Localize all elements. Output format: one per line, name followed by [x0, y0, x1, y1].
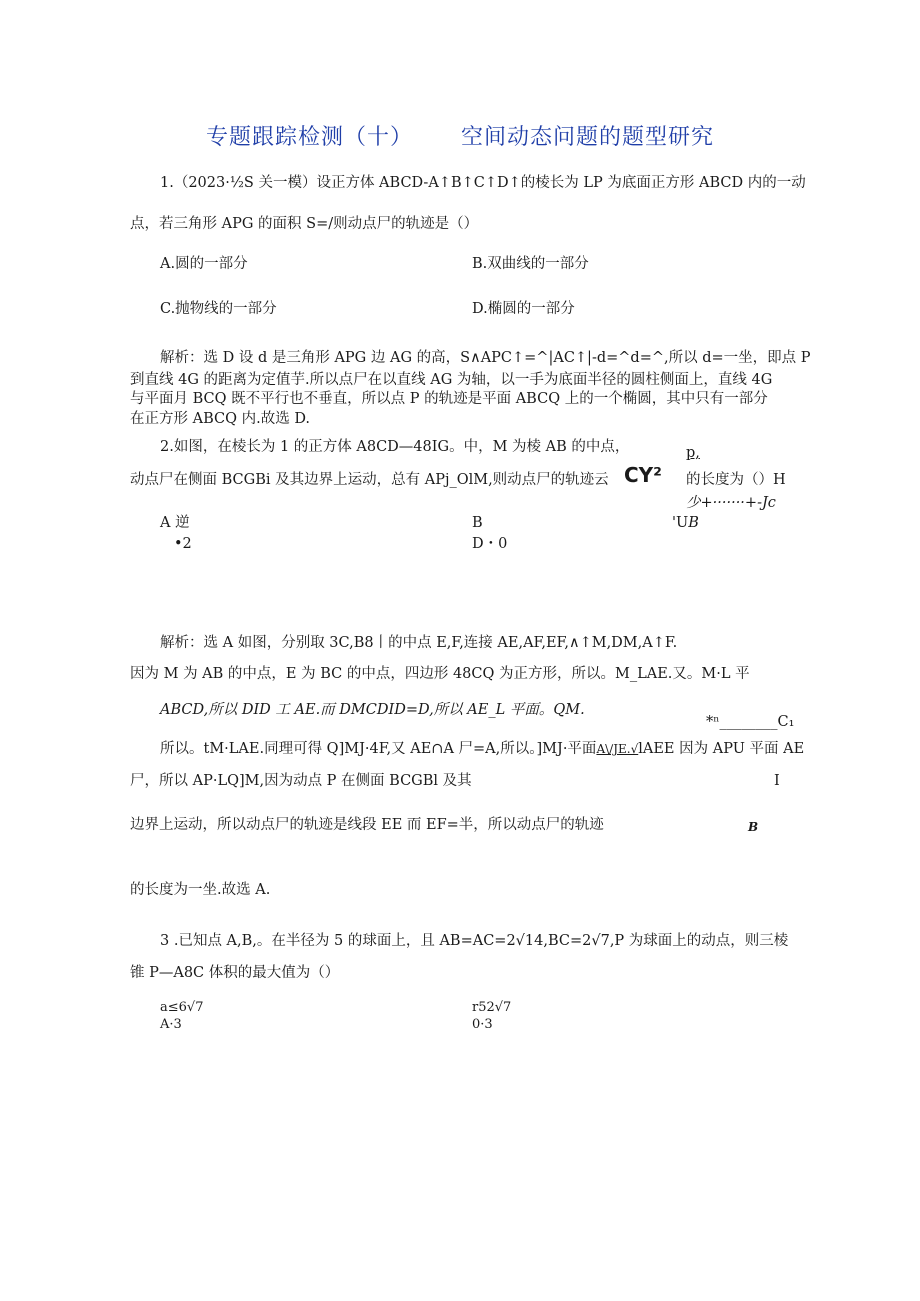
q2-option-ub-letter: B — [688, 515, 699, 531]
q2-figure-label-i: I — [774, 773, 780, 789]
q2-figure-label-c1: *ⁿ________C₁ — [706, 714, 795, 730]
q3-option-b-bottom: 0·3 — [472, 1017, 493, 1032]
q1-line1: 1.（2023·½S 关一模）设正方体 ABCD-A↑B↑C↑D↑的棱长为 LP 为底面正方形 ABCD 内的一动 — [160, 175, 806, 191]
title-right: 空间动态问题的题型研究 — [461, 125, 715, 150]
q2-figure-label-p: p, — [686, 445, 700, 461]
q2-solution-line5: 尸，所以 AP·LQ]M,因为动点 P 在侧面 BCGBl 及其 — [130, 773, 472, 789]
q2-figure-bottom: 少+·······+-Jc — [686, 495, 776, 511]
q2-solution-line1: 解析：选 A 如图，分别取 3C,B8丨的中点 E,F,连接 AE,AF,EF,∧↑M,DM,A↑F. — [160, 635, 678, 651]
q3-option-a-top: a≤6√7 — [160, 1000, 204, 1015]
q2-line1: 2.如图，在棱长为 1 的正方体 A8CD—48IG。中，M 为棱 AB 的中点， — [160, 439, 630, 455]
q2-solution-line2: 因为 M 为 AB 的中点，E 为 BC 的中点，四边形 48CQ 为正方形，所以。M_LAE.又。M·L 平 — [130, 666, 750, 682]
page-title — [0, 120, 920, 151]
q1-line2: 点，若三角形 APG 的面积 S=/则动点尸的轨迹是（） — [130, 216, 479, 232]
q2-solution-line3: ABCD,所以 DID 工 AE.而 DMCDID=D,所以 AE_L 平面。QM. — [160, 702, 585, 718]
q1-solution-line4: 在正方形 ABCQ 内.故选 D. — [130, 411, 311, 427]
q2-option-ub — [672, 513, 699, 533]
q2-solution-line6: 边界上运动，所以动点尸的轨迹是线段 EE 而 EF=半，所以动点尸的轨迹 — [130, 817, 604, 833]
q2-option-b: B — [472, 515, 483, 531]
q2-figure-label-b: B — [748, 820, 759, 834]
q1-option-d: D.椭圆的一部分 — [472, 301, 575, 317]
q1-option-c: C.抛物线的一部分 — [160, 301, 277, 317]
q1-option-b: B.双曲线的一部分 — [472, 256, 589, 272]
q1-solution-line2: 到直线 4G 的距离为定值芋.所以点尸在以直线 AG 为轴，以一手为底面半径的圆柱侧面上，直线 4G — [130, 372, 773, 388]
q2-option-a2: •2 — [174, 536, 192, 552]
q1-option-a: A.圆的一部分 — [160, 256, 248, 272]
q2-glyph: CY² — [624, 463, 662, 487]
q2-option-d: D・0 — [472, 536, 508, 552]
q2-solution-line7: 的长度为一坐.故选 A. — [130, 882, 271, 898]
title-left: 专题跟踪检测（十） — [205, 125, 413, 150]
q3-line1: 3 .已知点 A,B,。在半径为 5 的球面上，且 AB=AC=2√14,BC=2√7,P 为球面上的动点，则三棱 — [160, 933, 789, 949]
q1-solution-line1: 解析：选 D 设 d 是三角形 APG 边 AG 的高，S∧APC↑=^|AC↑|-d=^d=^,所以 d=一坐，即点 P — [160, 350, 811, 366]
q2-option-a: A 逆 — [160, 515, 190, 531]
q2-option-ub-prefix: 'U — [672, 515, 689, 531]
q2-solution-line4-main: 所以。tM·LAE.同理可得 Q]MJ·4F,又 AE∩A 尸=A,所以。]MJ·平面 — [160, 741, 597, 757]
q3-option-b-top: r52√7 — [472, 1000, 512, 1015]
q1-solution-line3: 与平面月 BCQ 既不平行也不垂直，所以点 P 的轨迹是平面 ABCQ 上的一个椭圆，其中只有一部分 — [130, 391, 768, 407]
q2-solution-line4 — [160, 739, 804, 759]
q3-line2: 锥 P—A8C 体积的最大值为（） — [130, 965, 340, 981]
q2-solution-line4-small: A\∕JE.√ — [596, 742, 639, 756]
q3-option-a-bottom: A·3 — [160, 1017, 182, 1032]
q2-solution-line4-rest: lAEE 因为 APU 平面 AE — [638, 741, 805, 757]
q2-line2b: 的长度为（）H — [686, 472, 786, 488]
q2-line2a: 动点尸在侧面 BCGBi 及其边界上运动，总有 APj_OlM,则动点尸的轨迹云 — [130, 472, 609, 488]
